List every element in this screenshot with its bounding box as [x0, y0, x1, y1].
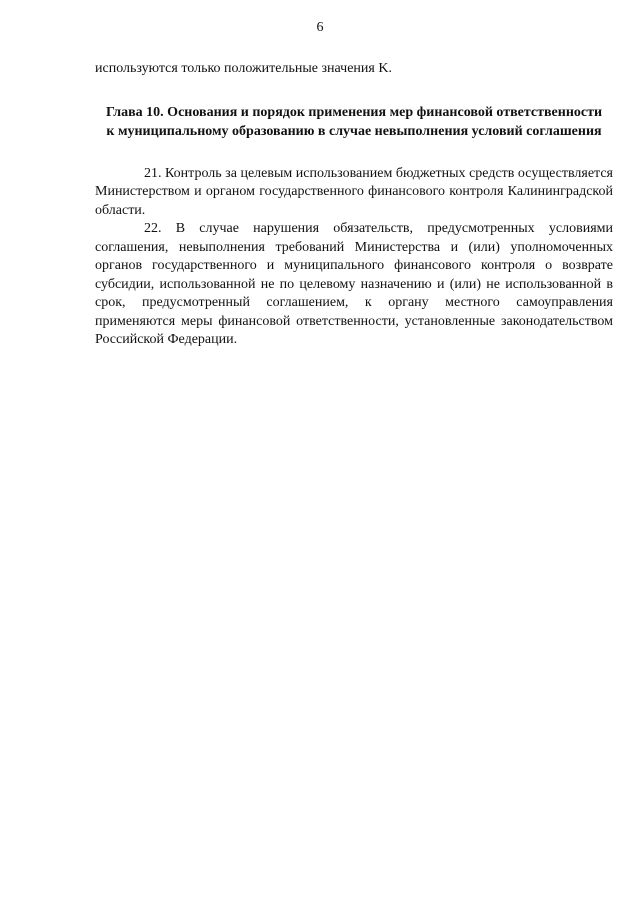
chapter-heading: Глава 10. Основания и порядок применения мер финансовой ответственности к муниципальному образованию в случае невыполнения условий соглашения [105, 104, 603, 139]
page-number: 6 [316, 20, 324, 35]
paragraph-21: 21. Контроль за целевым использованием бюджетных средств осуществляется Министерством и органом государственного финансового контроля Калининградской области. [95, 165, 613, 218]
intro-line: используются только положительные значения K. [95, 61, 392, 76]
paragraph-22: 22. В случае нарушения обязательств, предусмотренных условиями соглашения, невыполнения требований Министерства и (или) уполномоченных органов государственного и муниципального финансового контроля о возврате субсидии, использованной не по целевому назначению и (или) не использованной в срок, предусмотренный соглашением, к органу местного самоуправления применяются меры финансовой ответственности, установленные законодательством Российской Федерации. [95, 221, 613, 347]
document-body [95, 60, 613, 350]
